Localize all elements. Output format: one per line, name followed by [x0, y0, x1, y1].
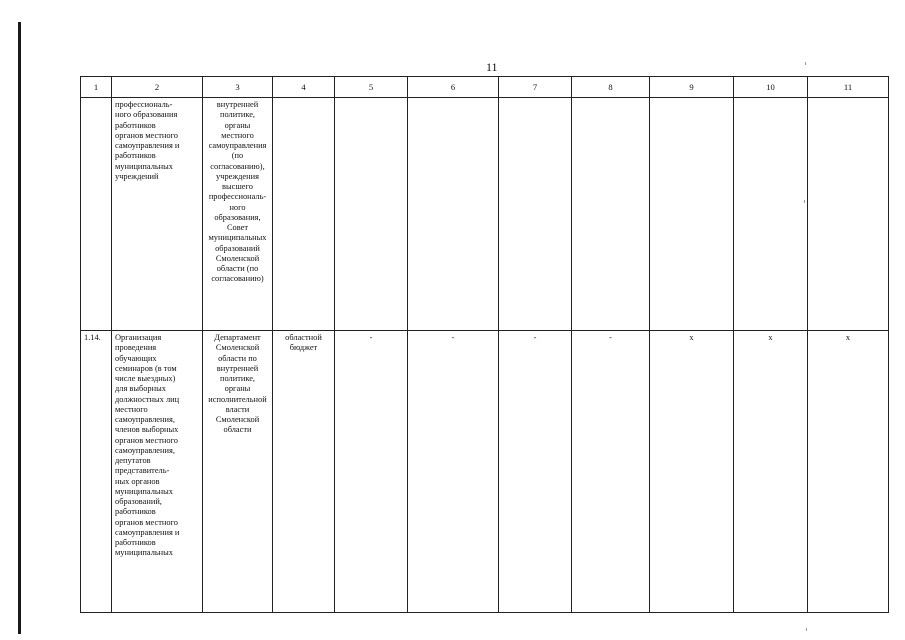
row-number-cell: 1.14.: [81, 331, 112, 613]
value-cell: -: [499, 331, 572, 613]
value-cell: -: [408, 331, 499, 613]
event-text: Организация проведения обучающих семинаров (в том числе выездных) для выборных должностных лиц местного самоуправления, членов выборных органов местного самоуправления, депутатов представитель- ных органов муниципальных образований, работников органов местного самоуправления и работников муниципальных: [115, 333, 180, 558]
page-number: 11: [486, 60, 498, 74]
value-cell: [808, 98, 889, 331]
value-cell: [499, 98, 572, 331]
value-cell: [572, 98, 650, 331]
program-table: [80, 76, 889, 613]
event-text: профессиональ- ного образования работников органов местного самоуправления и работников муниципальных учреждений: [115, 100, 180, 181]
value-cell: -: [572, 331, 650, 613]
value-cell: х: [650, 331, 734, 613]
event-cell: [112, 98, 203, 331]
executor-cell: [203, 98, 273, 331]
executor-text: внутренней политике, органы местного самоуправления (по согласованию), учреждения высшего профессиональ- ного образования, Совет муниципальных образований Смоленской области (по согласованию): [208, 100, 267, 284]
header-cell: 1: [81, 77, 112, 98]
scan-edge-bar: [18, 22, 21, 634]
scan-speck: [806, 628, 807, 631]
value-cell: [734, 98, 808, 331]
funding-source-cell: [273, 331, 335, 613]
value-cell: х: [734, 331, 808, 613]
header-cell: 5: [335, 77, 408, 98]
header-cell: 2: [112, 77, 203, 98]
header-cell: 3: [203, 77, 273, 98]
value-cell: -: [335, 331, 408, 613]
funding-source-text: областной бюджет: [285, 333, 322, 353]
table-header-row: [81, 77, 889, 98]
header-cell: 9: [650, 77, 734, 98]
event-cell: [112, 331, 203, 613]
header-cell: 8: [572, 77, 650, 98]
value-cell: [650, 98, 734, 331]
funding-source-cell: [273, 98, 335, 331]
header-cell: 11: [808, 77, 889, 98]
table-row: [81, 331, 889, 613]
executor-cell: [203, 331, 273, 613]
row-number-cell: [81, 98, 112, 331]
header-cell: 7: [499, 77, 572, 98]
value-cell: [335, 98, 408, 331]
header-cell: 4: [273, 77, 335, 98]
header-cell: 6: [408, 77, 499, 98]
table-row: [81, 98, 889, 331]
value-cell: [408, 98, 499, 331]
header-cell: 10: [734, 77, 808, 98]
scan-speck: [805, 62, 806, 65]
executor-text: Департамент Смоленской области по внутренней политике, органы исполнительной власти Смоленской области: [208, 333, 267, 435]
value-cell: х: [808, 331, 889, 613]
